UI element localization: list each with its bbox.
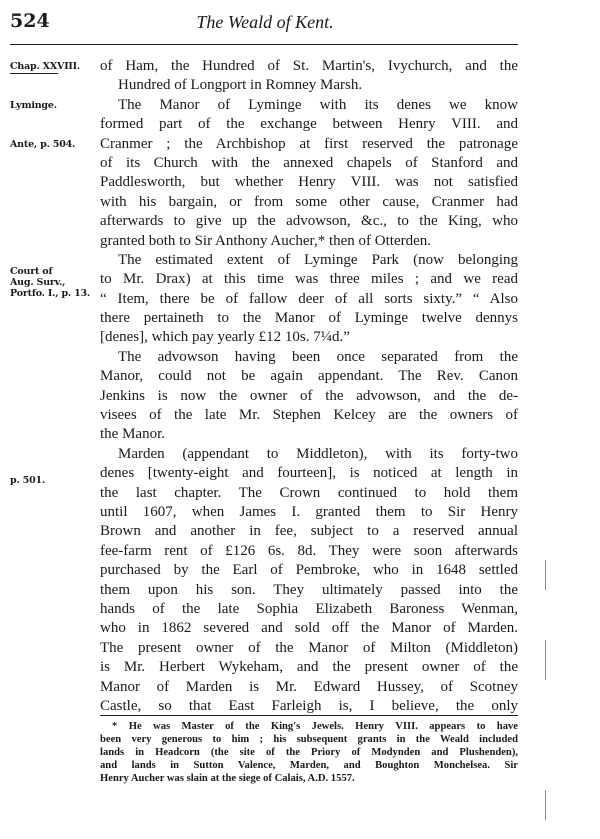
footnote-line: Henry Aucher was slain at the siege of Calais, A.D. 1557.	[100, 773, 355, 784]
body-line: granted both to Sir Anthony Aucher,* then of Otterden.	[100, 232, 432, 249]
body-line: “ Item, there be of fallow deer of all sorts sixty.” “ Also	[100, 290, 518, 307]
sidenote-chapter-rule	[10, 73, 58, 74]
body-line: until 1607, when James I. granted them to Sir Henry	[100, 503, 518, 520]
body-line: hands of the late Sophia Elizabeth Baroness Wenman,	[100, 600, 518, 617]
running-title: The Weald of Kent.	[196, 12, 334, 32]
scan-margin-mark	[545, 640, 546, 680]
body-line: the Manor.	[100, 426, 165, 443]
body-line: Paddlesworth, but whether Henry VIII. was not satisfied	[100, 174, 518, 191]
body-line: Hundred of Longport in Romney Marsh.	[118, 77, 363, 94]
sidenote-p501: p. 501.	[10, 475, 45, 486]
sidenote-court-line-1: Court of	[10, 266, 53, 277]
page-header	[10, 10, 520, 40]
footnote	[100, 720, 518, 785]
sidenote-court	[10, 266, 90, 299]
body-line: denes [twenty-eight and fourteen], is noticed at length in	[100, 465, 518, 482]
body-text	[100, 57, 518, 716]
sidenote-chapter-text: Chap. XXVIII.	[10, 61, 81, 72]
body-line: there pertaineth to the Manor of Lyminge twelve dennys	[100, 310, 518, 327]
body-line: with his bargain, or from some other cause, Cranmer had	[100, 193, 518, 210]
footnote-line: and lands in Sutton Valence, Marden, and Boughton Monchelsea. Sir	[100, 760, 518, 771]
scan-margin-mark	[545, 560, 546, 590]
footnote-line: been very generous to him ; his subsequent grants in the Weald included	[100, 734, 518, 745]
body-line: fee-farm rent of £126 6s. 8d. They were soon afterwards	[100, 542, 518, 559]
body-line: afterwards to give up the advowson, &c., to the King, who	[100, 213, 518, 230]
body-line: Manor, could not be again appendant. The Rev. Canon	[100, 368, 518, 385]
body-line: is Mr. Herbert Wykeham, and the present owner of the	[100, 659, 518, 676]
sidenote-court-line-2: Aug. Surv.,	[10, 277, 66, 288]
body-line: formed part of the exchange between Henry VIII. and	[100, 116, 518, 133]
body-line: who in 1862 severed and sold off the Manor of Marden.	[100, 620, 518, 637]
footnote-line: lands in Headcorn (the site of the Priory of Modynden and Plushenden),	[100, 747, 518, 758]
footnote-line: * He was Master of the King's Jewels. Henry VIII. appears to have	[112, 721, 518, 732]
body-line: to Mr. Drax) at this time was three miles ; and we read	[100, 271, 518, 288]
body-line: [denes], which pay yearly £12 10s. 7¼d.”	[100, 329, 350, 346]
body-line: Jenkins is now the owner of the advowson, and the de-	[100, 387, 518, 404]
sidenote-court-line-3: Portfo. I., p. 13.	[10, 288, 91, 299]
page-number: 524	[10, 10, 50, 32]
body-line: Cranmer ; the Archbishop at first reserved the patronage	[100, 135, 518, 152]
body-line: visees of the late Mr. Stephen Kelcey are the owners of	[100, 407, 518, 424]
body-line: The Manor of Lyminge with its denes we know	[118, 96, 518, 113]
scan-margin-mark	[545, 790, 546, 820]
body-line: Brown and another in fee, subject to a reserved annual	[100, 523, 518, 540]
sidenote-chapter	[10, 61, 80, 74]
body-line: purchased by the Earl of Pembroke, who in 1648 settled	[100, 562, 518, 579]
body-line: The present owner of the Manor of Milton (Middleton)	[100, 639, 518, 656]
body-line: The advowson having been once separated from the	[118, 348, 518, 365]
sidenote-ante: Ante, p. 504.	[10, 139, 76, 150]
body-line: of Ham, the Hundred of St. Martin's, Ivychurch, and the	[100, 58, 518, 74]
body-line: of its Church with the annexed chapels of Stanford and	[100, 154, 518, 171]
body-line: Castle, so that East Farleigh is, I believe, the only	[100, 697, 518, 714]
body-line: them upon his son. They ultimately passed into the	[100, 581, 518, 598]
body-line: Marden (appendant to Middleton), with its forty-two	[118, 445, 518, 462]
header-rule	[10, 44, 518, 45]
sidenote-lyminge: Lyminge.	[10, 100, 57, 111]
body-line: the last chapter. The Crown continued to hold them	[100, 484, 518, 501]
footnote-rule	[100, 715, 518, 716]
body-line: Manor of Marden is Mr. Edward Hussey, of Scotney	[100, 678, 518, 695]
body-line: The estimated extent of Lyminge Park (now belonging	[118, 251, 518, 268]
